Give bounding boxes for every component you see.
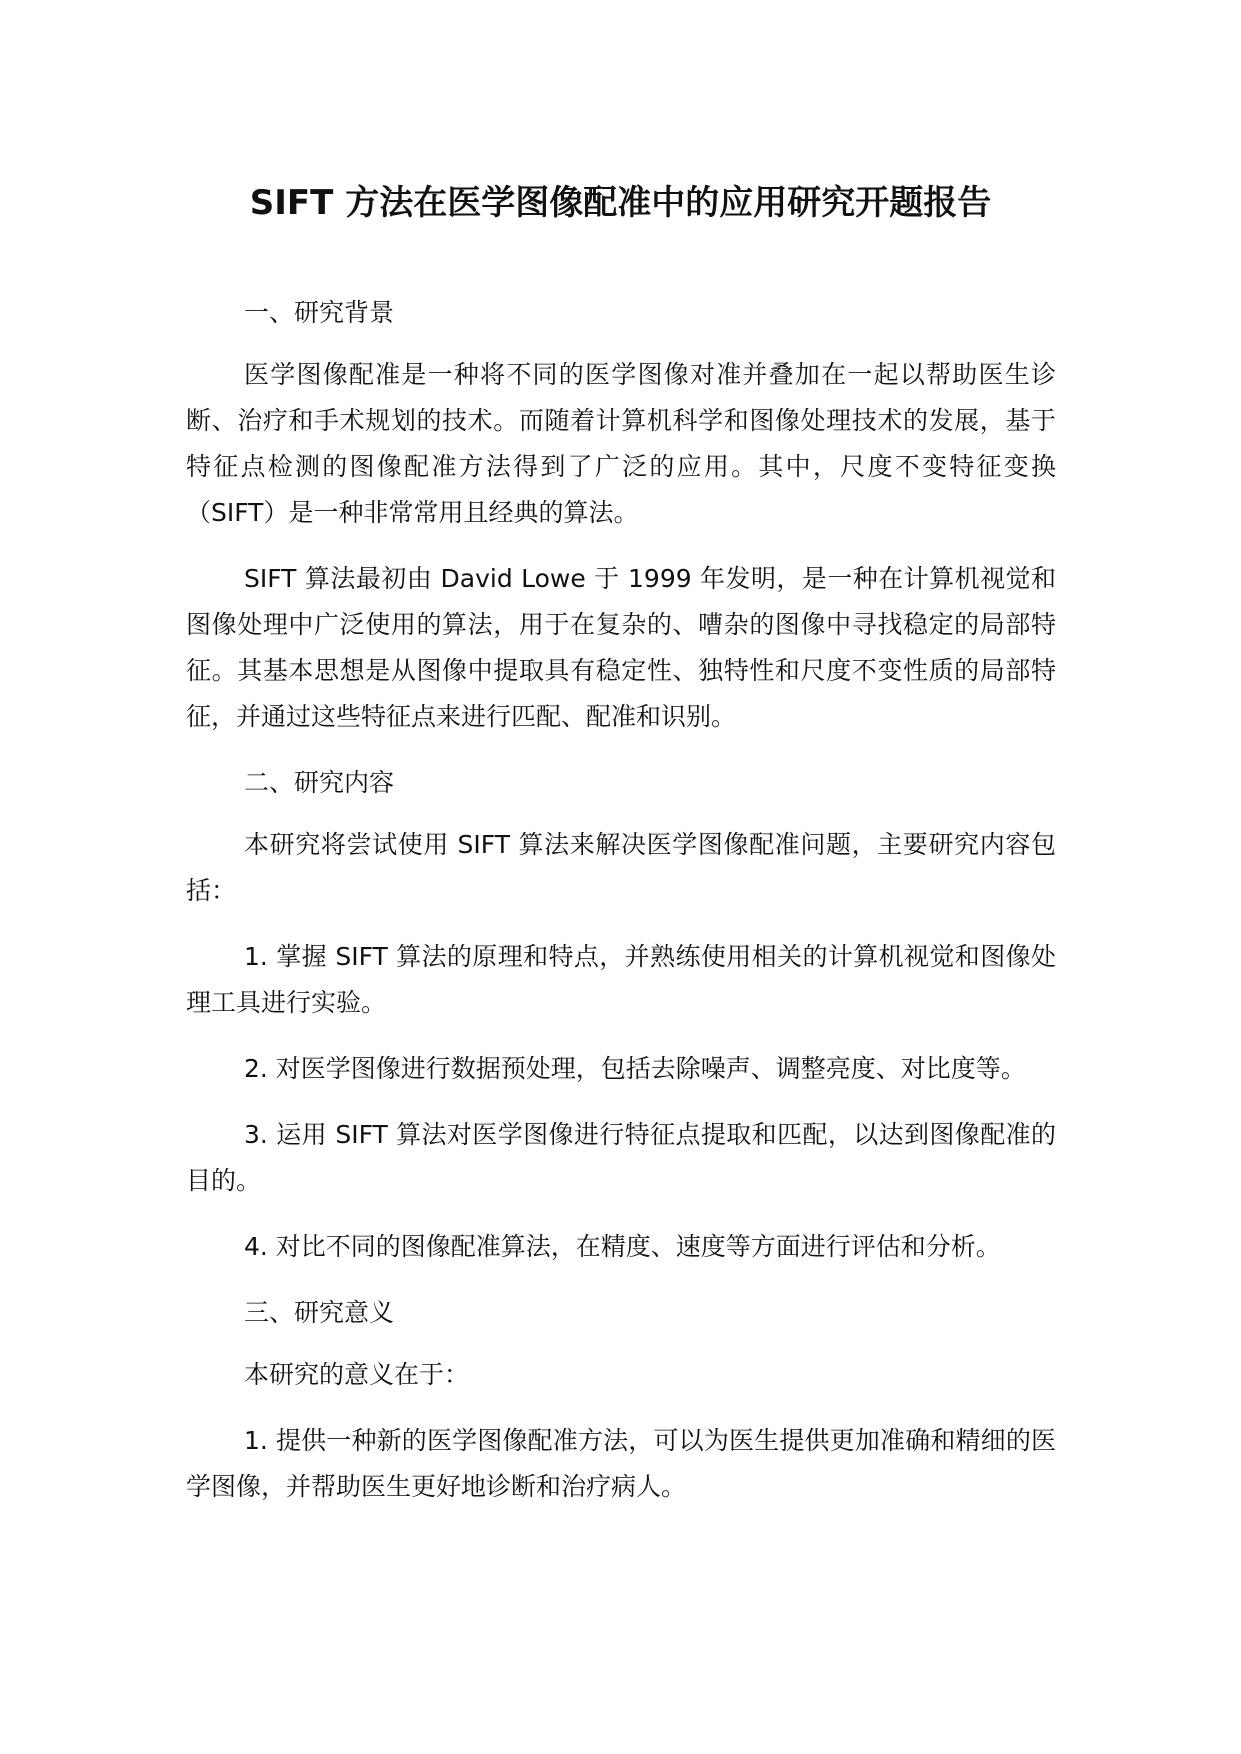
paragraph-content-intro: 本研究将尝试使用 SIFT 算法来解决医学图像配准问题，主要研究内容包括： [186, 830, 1056, 905]
section-heading-content: 二、研究内容 [244, 768, 395, 797]
paragraph-background-1: 医学图像配准是一种将不同的医学图像对准并叠加在一起以帮助医生诊断、治疗和手术规划的技术。而随着计算机科学和图像处理技术的发展，基于特征点检测的图像配准方法得到了广泛的应用。其中，尺度不变特征变换（SIFT）是一种非常常用且经典的算法。 [186, 360, 1056, 527]
list-item-significance-1: 1. 提供一种新的医学图像配准方法，可以为医生提供更加准确和精细的医学图像，并帮助医生更好地诊断和治疗病人。 [186, 1426, 1056, 1501]
document-title: SIFT 方法在医学图像配准中的应用研究开题报告 [249, 183, 992, 223]
paragraph-background-2: SIFT 算法最初由 David Lowe 于 1999 年发明，是一种在计算机视觉和图像处理中广泛使用的算法，用于在复杂的、嘈杂的图像中寻找稳定的局部特征。其基本思想是从图像中提取具有稳定性、独特性和尺度不变性质的局部特征，并通过这些特征点来进行匹配、配准和识别。 [186, 564, 1056, 731]
section-heading-significance: 三、研究意义 [244, 1298, 395, 1327]
list-item-content-1: 1. 掌握 SIFT 算法的原理和特点，并熟练使用相关的计算机视觉和图像处理工具进行实验。 [186, 942, 1056, 1017]
section-heading-background: 一、研究背景 [244, 298, 395, 327]
paragraph-significance-intro: 本研究的意义在于： [244, 1360, 470, 1389]
list-item-content-2: 2. 对医学图像进行数据预处理，包括去除噪声、调整亮度、对比度等。 [244, 1054, 1026, 1083]
document-body [186, 290, 1056, 1530]
list-item-content-4: 4. 对比不同的图像配准算法，在精度、速度等方面进行评估和分析。 [244, 1232, 1001, 1261]
list-item-content-3: 3. 运用 SIFT 算法对医学图像进行特征点提取和匹配，以达到图像配准的目的。 [186, 1120, 1056, 1195]
